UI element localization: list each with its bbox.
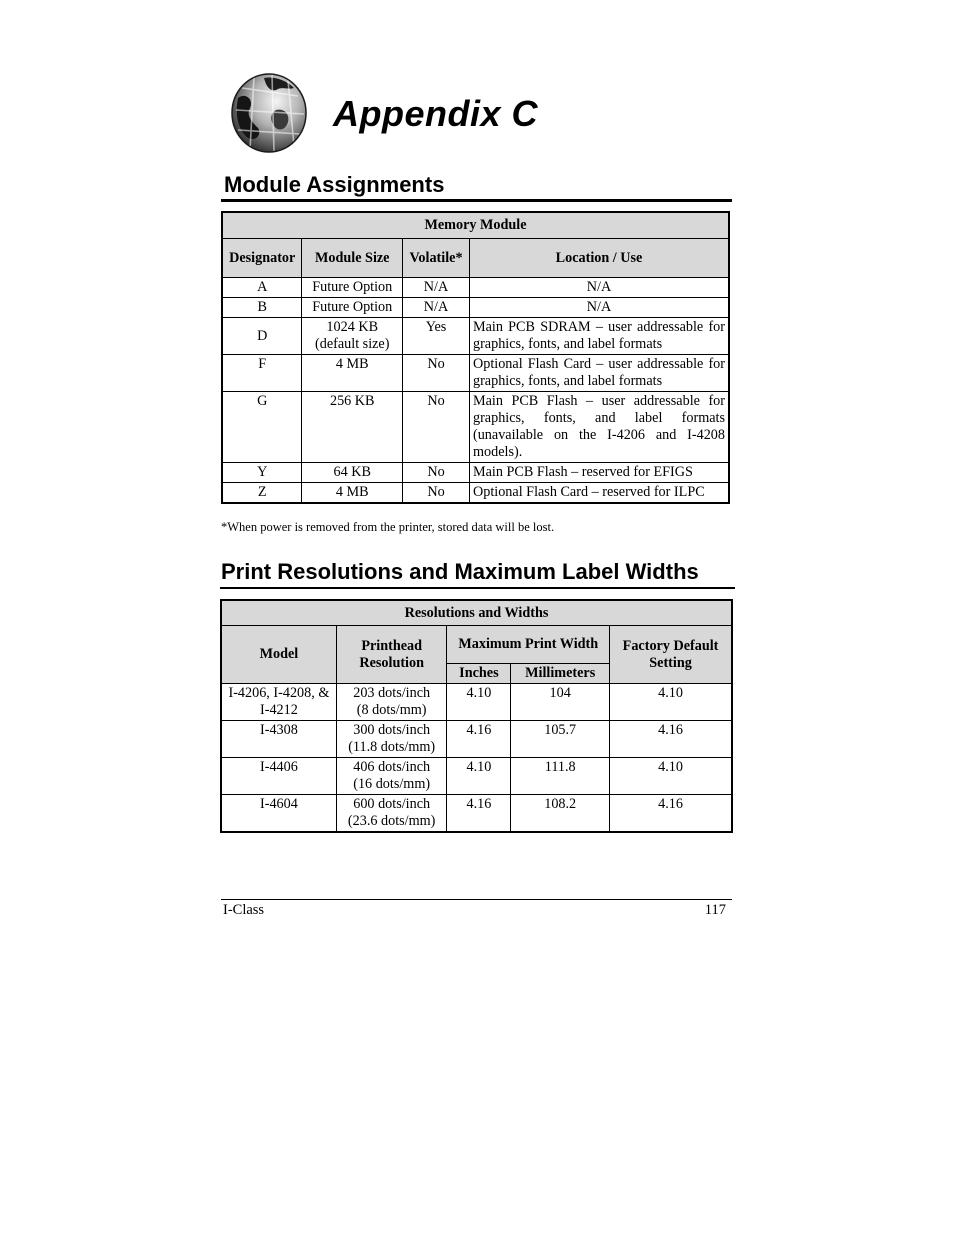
header-millimeters: Millimeters — [511, 664, 610, 684]
header-maximum-print-width: Maximum Print Width — [447, 626, 610, 664]
resolution-metric: (23.6 dots/mm) — [347, 813, 436, 829]
location-cell: Main PCB SDRAM – user addressable for graphics, fonts, and label formats — [469, 318, 729, 355]
model-cell: I-4308 — [221, 721, 336, 758]
resolution-cell — [336, 795, 447, 833]
designator-cell: D — [222, 318, 302, 355]
designator-cell: Z — [222, 483, 302, 504]
inches-cell: 4.16 — [447, 795, 511, 833]
designator-cell: Y — [222, 463, 302, 483]
resolutions-heading-rule — [220, 587, 735, 589]
table-row — [222, 278, 729, 298]
module-size-cell: 256 KB — [302, 392, 403, 463]
location-cell: Optional Flash Card – reserved for ILPC — [469, 483, 729, 504]
volatile-cell: No — [403, 463, 470, 483]
globe-logo-icon — [228, 70, 308, 154]
module-size-cell: 64 KB — [302, 463, 403, 483]
inches-cell: 4.16 — [447, 721, 511, 758]
header-printhead-resolution: Printhead Resolution — [336, 626, 447, 684]
volatile-cell: No — [403, 355, 470, 392]
location-cell: Main PCB Flash – reserved for EFIGS — [469, 463, 729, 483]
volatile-cell: N/A — [403, 278, 470, 298]
factory-default-cell: 4.16 — [610, 795, 732, 833]
module-heading-rule — [221, 199, 732, 202]
module-assignments-heading: Module Assignments — [224, 172, 445, 197]
factory-default-cell: 4.10 — [610, 684, 732, 721]
model-cell: I-4406 — [221, 758, 336, 795]
module-size-cell: Future Option — [302, 278, 403, 298]
millimeters-cell: 108.2 — [511, 795, 610, 833]
volatile-footnote: *When power is removed from the printer, stored data will be lost. — [221, 520, 555, 534]
table-row — [221, 758, 732, 795]
factory-default-cell: 4.10 — [610, 758, 732, 795]
footer-product-name: I-Class — [223, 902, 265, 918]
resolution-dpi: 300 dots/inch — [353, 722, 431, 738]
resolution-metric: (11.8 dots/mm) — [348, 739, 436, 755]
volatile-cell: No — [403, 483, 470, 504]
volatile-cell: No — [403, 392, 470, 463]
resolution-dpi: 406 dots/inch — [353, 759, 431, 775]
designator-cell: A — [222, 278, 302, 298]
memory-module-table — [221, 211, 730, 504]
appendix-title: Appendix C — [333, 93, 539, 134]
model-cell: I-4206, I-4208, & I-4212 — [221, 684, 336, 721]
millimeters-cell: 105.7 — [511, 721, 610, 758]
location-cell: Optional Flash Card – user addressable for graphics, fonts, and label formats — [469, 355, 729, 392]
inches-cell: 4.10 — [447, 758, 511, 795]
page-number: 117 — [704, 902, 726, 918]
location-cell: Main PCB Flash – user addressable for graphics, fonts, and label formats (unavailable on the I-4206 and I-4208 models). — [469, 392, 729, 463]
module-size-cell: Future Option — [302, 298, 403, 318]
module-size-note: (default size) — [315, 336, 390, 352]
factory-default-cell: 4.16 — [610, 721, 732, 758]
resolutions-table — [220, 599, 733, 833]
location-cell: N/A — [469, 278, 729, 298]
resolution-dpi: 203 dots/inch — [353, 685, 431, 701]
module-size-cell: 4 MB — [302, 483, 403, 504]
table-row — [222, 463, 729, 483]
millimeters-cell: 104 — [511, 684, 610, 721]
designator-cell: B — [222, 298, 302, 318]
resolution-cell — [336, 758, 447, 795]
table-row — [222, 355, 729, 392]
volatile-cell: N/A — [403, 298, 470, 318]
module-size-value: 1024 KB — [326, 319, 379, 335]
designator-cell: F — [222, 355, 302, 392]
memory-module-caption: Memory Module — [222, 212, 729, 239]
resolutions-caption: Resolutions and Widths — [221, 600, 732, 626]
header-model: Model — [221, 626, 336, 684]
table-row — [221, 795, 732, 833]
model-cell: I-4604 — [221, 795, 336, 833]
resolution-cell — [336, 684, 447, 721]
resolution-dpi: 600 dots/inch — [353, 796, 431, 812]
inches-cell: 4.10 — [447, 684, 511, 721]
table-row — [222, 318, 729, 355]
table-row — [222, 483, 729, 504]
module-size-cell: 4 MB — [302, 355, 403, 392]
resolution-cell — [336, 721, 447, 758]
table-row — [221, 684, 732, 721]
designator-cell: G — [222, 392, 302, 463]
header-factory-default: Factory Default Setting — [610, 626, 732, 684]
header-inches: Inches — [447, 664, 511, 684]
table-row — [222, 298, 729, 318]
header-location-use: Location / Use — [469, 239, 729, 278]
module-size-cell — [302, 318, 403, 355]
header-designator: Designator — [222, 239, 302, 278]
volatile-cell: Yes — [403, 318, 470, 355]
header-volatile: Volatile* — [403, 239, 470, 278]
footer-rule — [221, 899, 732, 900]
print-resolutions-heading: Print Resolutions and Maximum Label Widths — [221, 559, 699, 584]
table-row — [221, 721, 732, 758]
resolution-metric: (16 dots/mm) — [353, 776, 431, 792]
table-row — [222, 392, 729, 463]
millimeters-cell: 111.8 — [511, 758, 610, 795]
header-module-size: Module Size — [302, 239, 403, 278]
resolution-metric: (8 dots/mm) — [356, 702, 427, 718]
location-cell: N/A — [469, 298, 729, 318]
